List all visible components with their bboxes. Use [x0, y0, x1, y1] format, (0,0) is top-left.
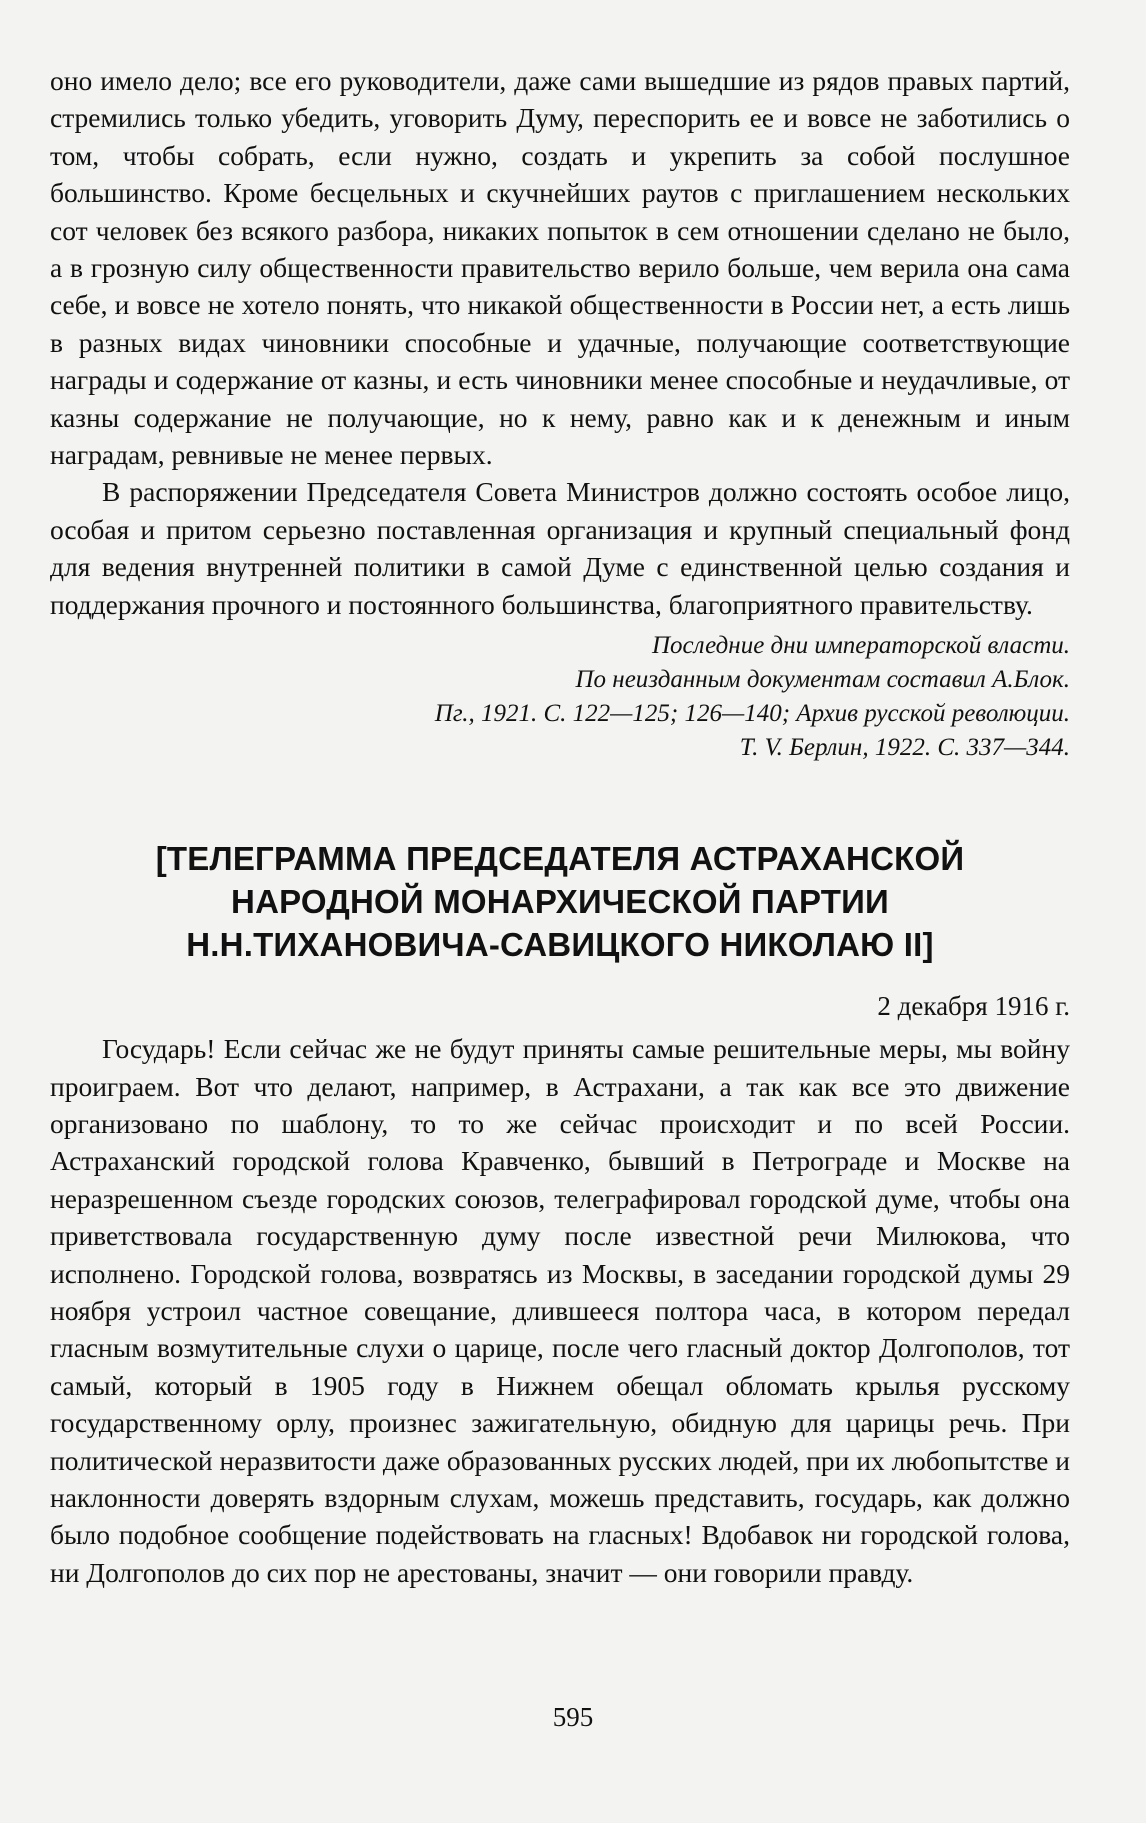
source-line: По неизданным документам составил А.Блок.	[575, 666, 1070, 694]
continuation-paragraph: оно имело дело; все его руководители, даже сами вышедшие из рядов правых партий, стремились только убедить, уговорить Думу, переспорить ее и вовсе не заботились о том, чтобы собрать, если нужно, создать и укрепить за собой послушное большинство. Кроме бесцельных и скучнейших раутов с приглашением нескольких сот человек без всякого разбора, никаких попыток в сем отношении сделано не было, а в грозную силу общественности правительство верило больше, чем верила она сама себе, и вовсе не хотело понять, что никакой общественности в России нет, а есть лишь в разных видах чиновники способные и удачные, получающие соответствующие награды и содержание от казны, и есть чиновники менее способные и неудачливые, от казны содержание не получающие, но к нему, равно как и к денежным и иным наградам, ревнивые не менее первых.	[50, 65, 1070, 471]
heading-line: [ТЕЛЕГРАММА ПРЕДСЕДАТЕЛЯ АСТРАХАНСКОЙ	[155, 840, 965, 878]
source-line: Пг., 1921. С. 122—125; 126—140; Архив русской революции.	[434, 700, 1070, 728]
telegram-paragraph: Государь! Если сейчас же не будут приняты самые решительные меры, мы войну проиграем. Вот что делают, например, в Астрахани, а так как все это движение организовано по шаблону, то то же сейчас происходит и по всей России. Астраханский городской голова Кравченко, бывший в Петрограде и Москве на неразрешенном съезде городских союзов, телеграфировал городской думе, чтобы она приветствовала государственную думу после известной речи Милюкова, что исполнено. Городской голова, возвратясь из Москвы, в заседании городской думы 29 ноября устроил частное совещание, длившееся полтора часа, в котором передал гласным возмутительные слухи о царице, после чего гласный доктор Долгополов, тот самый, который в 1905 году в Нижнем обещал обломать крылья русскому государственному орлу, произнес зажигательную, обидную для царицы речь. При политической неразвитости даже образованных русских людей, при их любопытстве и наклонности доверять вздорным слухам, можешь представить, государь, как должно было подобное сообщение подействовать на гласных! Вдобавок ни городской голова, ни Долгополов до сих пор не арестованы, значит — они говорили правду.	[50, 1033, 1070, 1588]
section-heading	[50, 837, 1070, 966]
page-number: 595	[552, 1702, 594, 1732]
source-line: Т. V. Берлин, 1922. С. 337—344.	[739, 734, 1070, 762]
telegram-date: 2 декабря 1916 г.	[877, 991, 1070, 1022]
heading-line: Н.Н.ТИХАНОВИЧА-САВИЦКОГО НИКОЛАЮ II]	[186, 926, 934, 964]
source-line: Последние дни императорской власти.	[652, 632, 1070, 660]
second-paragraph: В распоряжении Председателя Совета Министров должно состоять особое лицо, особая и притом серьезно поставленная организация и крупный специальный фонд для ведения внутренней политики в самой Думе с единственной целью создания и поддержания прочного и постоянного большинства, благоприятного правительству.	[50, 476, 1070, 620]
heading-line: НАРОДНОЙ МОНАРХИЧЕСКОЙ ПАРТИИ	[231, 883, 889, 921]
document-page	[50, 62, 1070, 1591]
source-citation	[50, 629, 1070, 765]
